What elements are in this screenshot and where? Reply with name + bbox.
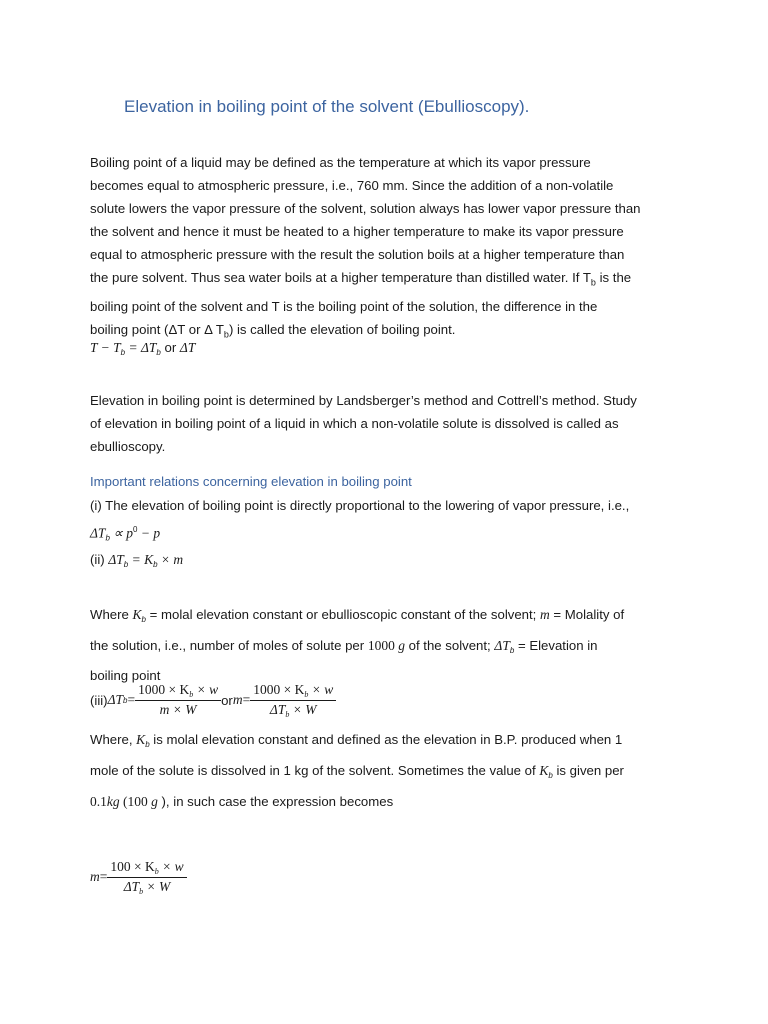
where2-line-1 <box>90 727 624 758</box>
rel3-eq: = <box>127 692 136 707</box>
where1-w: Where <box>90 607 133 622</box>
eq1-sub2: b <box>156 348 161 357</box>
where1-l2a: the solution, i.e., number of moles of solute per <box>90 637 368 653</box>
frac2-sub: b <box>304 689 309 699</box>
para2-line-3: ebullioscopy. <box>90 439 166 454</box>
eq1-lhs: T − T <box>90 340 121 355</box>
rel3-label: (iii) <box>90 692 108 708</box>
where2-g: g <box>151 794 158 809</box>
where1-sub: b <box>141 615 146 624</box>
frac1-w: × w <box>193 682 219 697</box>
where2-f: (100 <box>119 794 152 809</box>
where1-dt-sub: b <box>509 645 515 655</box>
frac1-den: m × W <box>159 702 197 717</box>
frac2-w: × w <box>308 681 334 697</box>
where1-m: m <box>540 607 550 622</box>
frac1-sub: b <box>189 690 194 699</box>
paragraph-1 <box>90 151 641 346</box>
where2-kg: kg <box>106 794 120 809</box>
rel2-sub2: b <box>153 560 158 569</box>
eq1-rhs: ΔT <box>179 340 196 355</box>
final-dt: ΔT <box>123 878 140 894</box>
where2-d: is given per <box>552 763 624 778</box>
para1-line-7: boiling point of the solvent and T is the boiling point of the solution, the difference in the <box>90 298 598 314</box>
rel3-lhs-sub: b <box>123 695 128 705</box>
final-num: 100 × K <box>110 858 155 874</box>
where2-line-2 <box>90 758 624 789</box>
para1-line-1: Boiling point of a liquid may be defined as the temperature at which its vapor pressure <box>90 155 591 170</box>
equation-1 <box>90 340 195 357</box>
where2-a: Where, <box>90 732 137 747</box>
where1-line-1 <box>90 602 624 633</box>
subscript-b: b <box>590 277 596 288</box>
rel3-or: or <box>221 692 233 708</box>
frac1-num: 1000 × K <box>138 682 190 697</box>
para1-line-8-tail: ) is called the elevation of boiling point. <box>228 321 456 337</box>
para1-line-6-text: the pure solvent. Thus sea water boils at a higher temperature than distilled water. If T <box>90 270 591 285</box>
where2-k-sub: b <box>145 740 150 749</box>
relation-1-equation <box>90 525 160 542</box>
relation-1-text: (i) The elevation of boiling point is directly proportional to the lowering of vapor pressure, i.e., <box>90 498 630 513</box>
page-title: Elevation in boiling point of the solvent (Ebullioscopy). <box>124 97 530 116</box>
para1-line-5: equal to atmospheric pressure with the result the solution boils at a higher temperature than <box>90 247 625 262</box>
para1-line-6-tail: is the <box>595 270 632 285</box>
para2-line-1: Elevation in boiling point is determined by Landsberger’s method and Cottrell’s method. Study <box>90 393 637 408</box>
rel2-dt: ΔT <box>108 552 124 567</box>
where1-l2d: Elevation in <box>529 637 598 653</box>
frac2-num: 1000 × K <box>253 681 305 697</box>
where1-t1: = <box>145 607 162 622</box>
rel3-m: m <box>232 692 243 707</box>
where-block-1 <box>90 602 624 689</box>
final-num-sub: b <box>154 866 159 876</box>
rel1-sup: 0 <box>133 525 138 534</box>
where1-g: g <box>398 637 405 653</box>
where1-1000: 1000 <box>367 637 399 653</box>
where1-t2: molal elevation constant or ebullioscopic constant of the solvent; <box>161 607 541 622</box>
where1-line-2 <box>90 633 624 664</box>
where-block-2 <box>90 727 624 815</box>
rel2-m: × m <box>157 552 184 567</box>
final-fraction <box>107 859 186 896</box>
rel2-sub: b <box>123 560 129 569</box>
where2-h: ), in such case the expression becomes <box>157 794 394 809</box>
para1-line-6 <box>90 266 641 295</box>
where2-k2-sub: b <box>548 771 553 780</box>
rel1-sub: b <box>105 533 110 543</box>
where2-e: 0.1 <box>90 794 107 809</box>
rel2-k: = K <box>128 552 154 567</box>
rel1-dt: ΔT <box>90 525 106 541</box>
section-subheading: Important relations concerning elevation in boiling point <box>90 474 412 489</box>
where2-b: is molal elevation constant and defined as the elevation in B.P. produced when 1 <box>149 732 623 747</box>
where2-k2: K <box>539 763 549 778</box>
rel3-eq2: = <box>242 692 251 707</box>
rel3-lhs: ΔT <box>107 692 124 707</box>
rel2-label: (ii) <box>90 552 109 567</box>
final-W: × W <box>143 878 171 894</box>
where1-t4: Molality of <box>564 607 625 622</box>
where1-l2c: = <box>514 637 530 653</box>
subscript-b: b <box>223 329 229 340</box>
where1-t3: = <box>549 607 565 622</box>
para2-line-2: of elevation in boiling point of a liquid in which a non-volatile solute is dissolved is called as <box>90 416 619 431</box>
para1-line-8-text: boiling point (ΔT or Δ T <box>90 321 224 337</box>
paragraph-2 <box>90 389 637 458</box>
frac2-den-sub: b <box>285 709 290 719</box>
rel3-fraction-1 <box>135 682 221 718</box>
eq1-or: or <box>160 340 180 355</box>
rel1-p: − p <box>137 525 161 541</box>
para1-line-4: the solvent and hence it must be heated to a higher temperature to make its vapor pressure <box>90 224 624 239</box>
final-lhs: m <box>90 869 100 884</box>
final-eq: = <box>99 869 108 884</box>
para1-line-3: solute lowers the vapor pressure of the solvent, solution always has lower vapor pressure than <box>90 201 641 216</box>
para1-line-2: becomes equal to atmospheric pressure, i.e., 760 mm. Since the addition of a non-volatile <box>90 178 614 193</box>
frac2-W: × W <box>289 701 317 717</box>
rel3-fraction-2 <box>250 682 336 719</box>
where2-c: mole of the solute is dissolved in 1 kg of the solvent. Sometimes the value of <box>90 763 540 778</box>
where1-l2b: of the solvent; <box>404 637 495 653</box>
where1-dt: ΔT <box>494 637 510 653</box>
relation-2 <box>90 552 183 569</box>
frac2-dt: ΔT <box>269 701 286 717</box>
where1-kb: K <box>132 607 142 622</box>
eq1-sub: b <box>120 348 126 357</box>
where1-line-3: boiling point <box>90 668 161 683</box>
final-den-sub: b <box>139 886 144 896</box>
eq1-mid: = ΔT <box>125 340 157 355</box>
relation-3 <box>90 680 336 720</box>
rel1-p0: ∝ p <box>109 525 134 541</box>
where2-k: K <box>136 732 146 747</box>
final-equation <box>90 856 187 898</box>
where2-line-3 <box>90 789 624 815</box>
final-w: × w <box>158 858 184 874</box>
